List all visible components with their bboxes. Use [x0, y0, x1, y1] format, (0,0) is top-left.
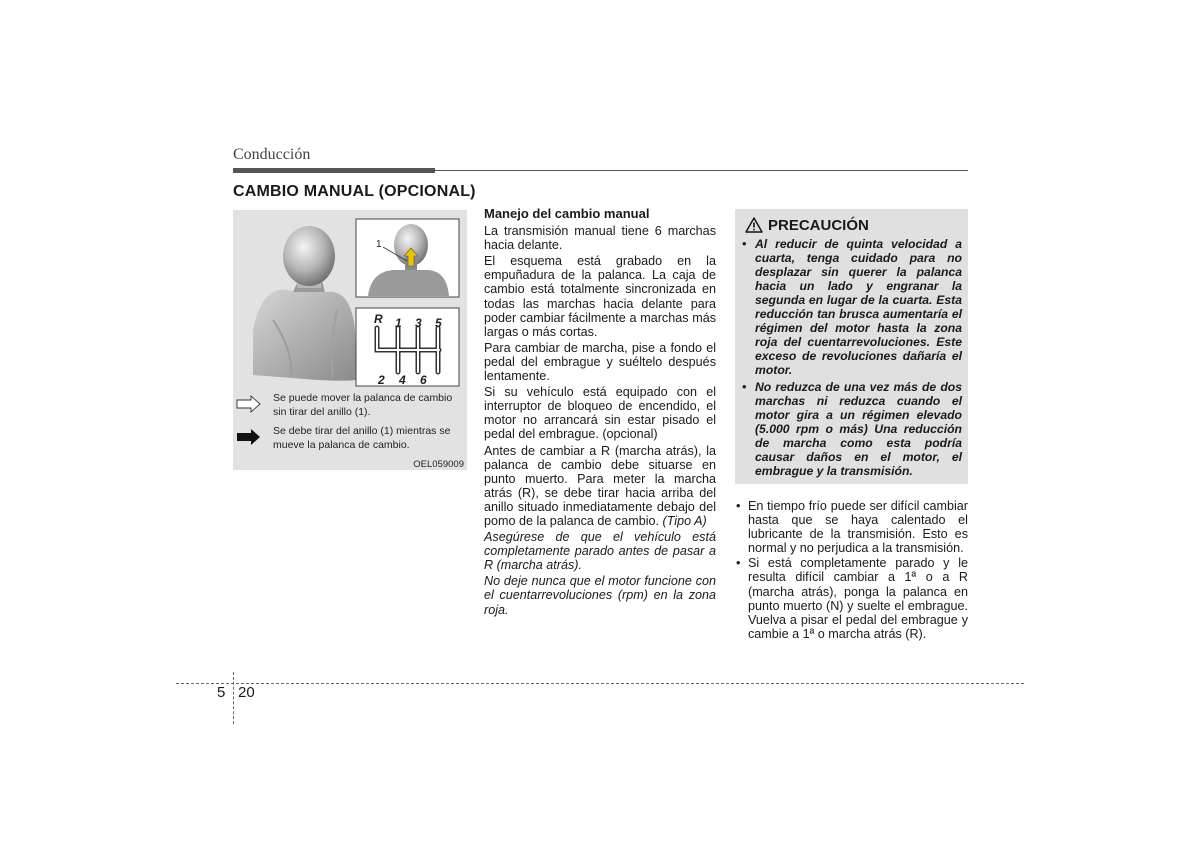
gear-shift-figure [233, 210, 467, 470]
caution-title: PRECAUCIÓN [768, 217, 869, 234]
note-item: • En tiempo frío puede ser difícil cambiar hasta que se haya calentado el lubricante de la transmisión. Esto es normal y no perjudica a la transmisión. [735, 499, 968, 555]
paragraph-reverse-text: Antes de cambiar a R (marcha atrás), la palanca de cambio debe situarse en punto muerto. Para meter la marcha atrás (R), se debe tirar hacia arriba del anillo situado inmediatamente debajo del pomo de la palanca de cambio. [484, 443, 716, 528]
italic-paragraph: No deje nunca que el motor funcione con el cuentarrevoluciones (rpm) en la zona roja. [484, 574, 716, 617]
type-note: (Tipo A) [662, 513, 707, 528]
caution-list [741, 237, 962, 481]
caution-item: • No reduzca de una vez más de dos marchas ni reduzca cuando el motor gira a un régimen elevado (5.000 rpm o más) Una reducción de marcha como esta podría causar daños en el motor, el embrague y la transmisión. [741, 380, 962, 478]
paragraph: Si su vehículo está equipado con el interruptor de bloqueo de encendido, el motor no arrancará sin estar pisado el pedal del embrague. (opcional) [484, 385, 716, 442]
paragraph: El esquema está grabado en la empuñadura de la palanca. La caja de cambio está totalmente sincronizada en todas las marchas hacia delante para poder cambiar fácilmente a marchas más largas o más cortas. [484, 254, 716, 339]
notes-list [735, 499, 968, 641]
warning-triangle-icon [745, 217, 763, 233]
caution-item: • Al reducir de quinta velocidad a cuarta, tenga cuidado para no desplazar sin querer la palanca hacia un lado y engranar la segunda en lugar de la cuarta. Esta reducción tan brusca aumentaría el régimen del motor hasta la zona roja del cuentarrevoluciones. Este exceso de revoluciones dañaría el motor. [741, 237, 962, 377]
note-item: • Si está completamente parado y le resulta difícil cambiar a 1ª o a R (marcha atrás), ponga la palanca en punto muerto (N) y suelte el embrague. Vuelva a pisar el pedal del embrague y cambie a 1ª o marcha atrás (R). [735, 556, 968, 641]
gear-label-3: 3 [415, 316, 422, 330]
footer-divider [233, 672, 234, 724]
caution-box [735, 209, 968, 484]
section-number: 5 [217, 684, 226, 701]
solid-arrow-icon [237, 429, 260, 445]
subsection-heading: Manejo del cambio manual [484, 206, 650, 221]
italic-paragraph: Asegúrese de que el vehículo está completamente parado antes de pasar a R (marcha atrás). [484, 530, 716, 573]
figure-code: OEL059009 [413, 459, 464, 470]
notes-column [735, 499, 968, 642]
gear-label-5: 5 [435, 316, 442, 330]
section-title: CAMBIO MANUAL (OPCIONAL) [233, 183, 476, 200]
figure-caption-1: Se puede mover la palanca de cambio sin tirar del anillo (1). [273, 392, 453, 418]
gear-label-4: 4 [399, 373, 406, 387]
page-number: 20 [238, 684, 255, 701]
gear-label-6: 6 [420, 373, 427, 387]
paragraph-reverse [484, 444, 716, 529]
running-header: Conducción [233, 146, 311, 163]
paragraph: La transmisión manual tiene 6 marchas hacia delante. [484, 224, 716, 253]
gear-label-1: 1 [395, 316, 402, 330]
paragraph: Para cambiar de marcha, pise a fondo el pedal del embrague y suéltelo después lentamente. [484, 340, 716, 384]
callout-number: 1 [376, 239, 382, 250]
header-rule [435, 170, 968, 171]
caution-heading [745, 217, 869, 234]
header-accent-bar [233, 168, 435, 173]
outline-arrow-icon [237, 396, 260, 412]
gear-label-r: R [374, 312, 383, 326]
footer-rule [176, 683, 1024, 684]
gear-label-2: 2 [378, 373, 385, 387]
main-text-column [484, 207, 716, 619]
figure-caption-2: Se debe tirar del anillo (1) mientras se mueve la palanca de cambio. [273, 425, 451, 451]
